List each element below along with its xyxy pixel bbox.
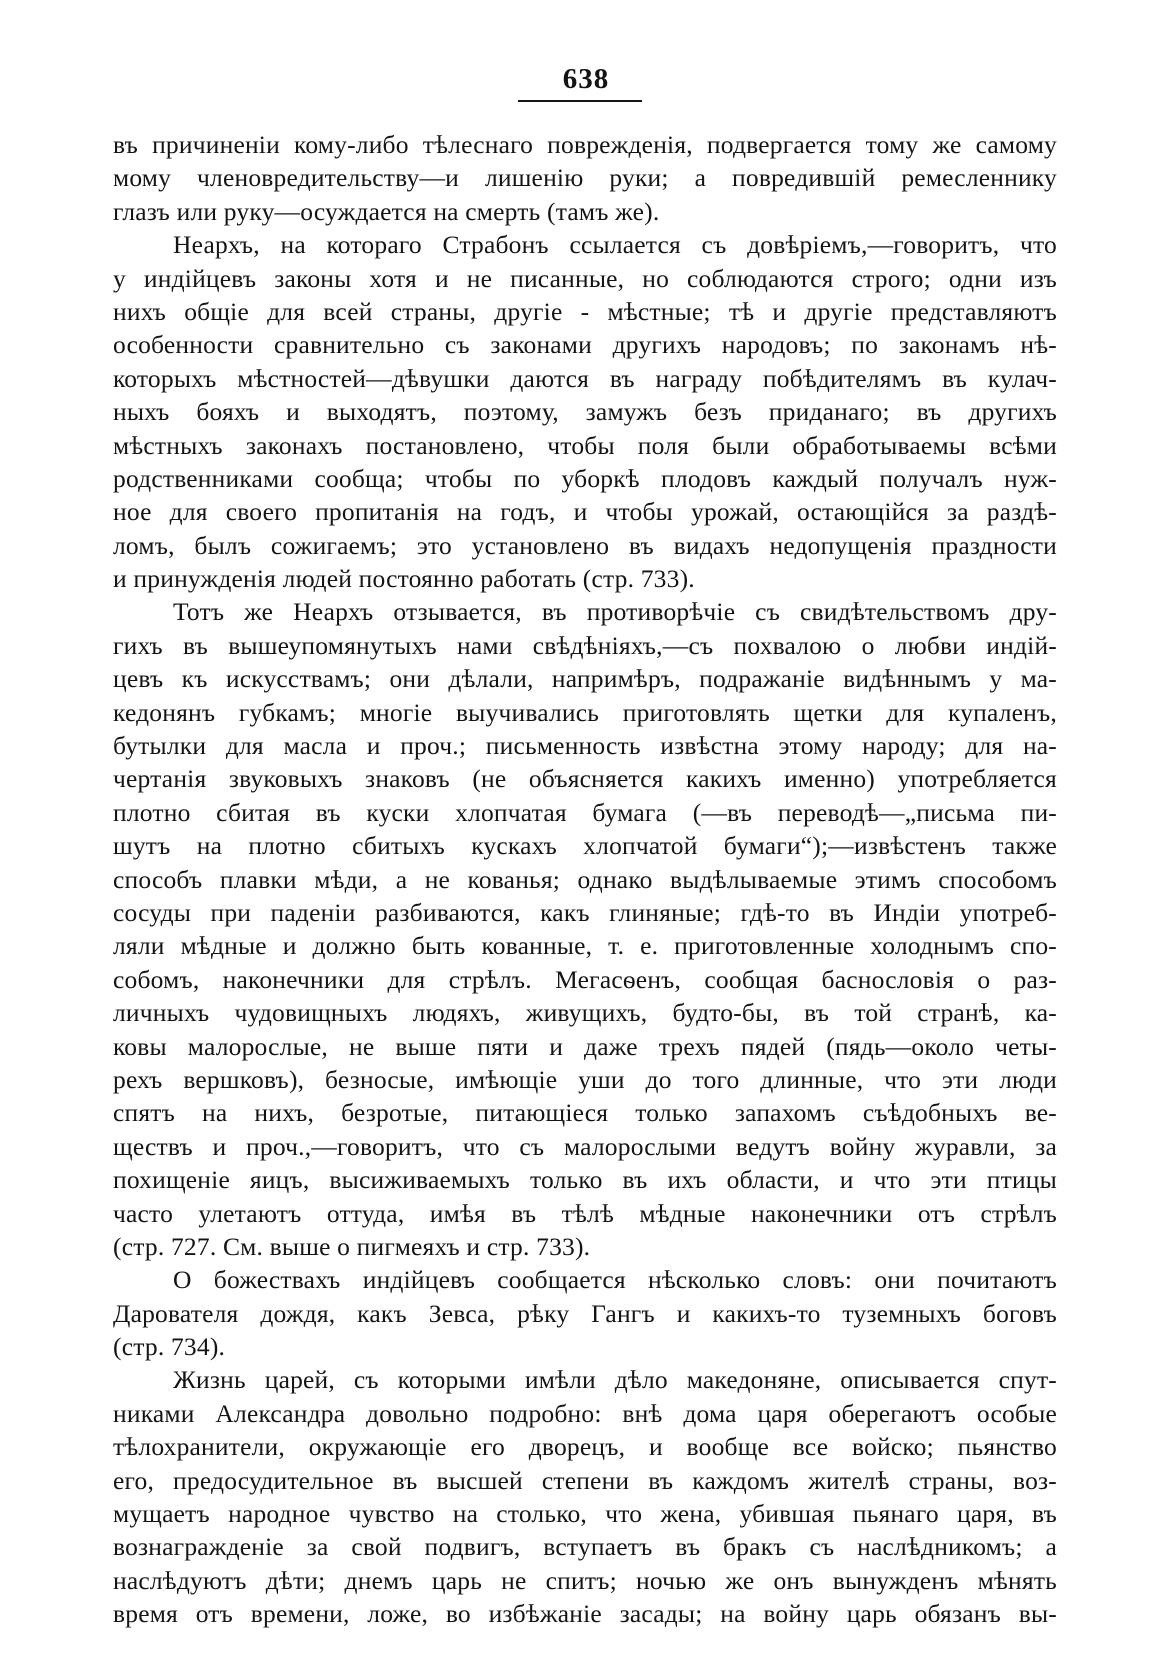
text-line: у индійцевъ законы хотя и не писанные, но соблюдаются строго; одни изъ bbox=[113, 263, 1057, 293]
text-line: мѣстныхъ законахъ постановлено, чтобы поля были обработываемы всѣми bbox=[113, 430, 1057, 460]
text-line: личныхъ чудовищныхъ людяхъ, живущихъ, будто-бы, въ той странѣ, ка- bbox=[113, 998, 1057, 1028]
text-line: цевъ къ искусствамъ; они дѣлали, напримѣръ, подражаніе видѣннымъ у ма- bbox=[113, 664, 1057, 694]
text-line: ное для своего пропитанія на годъ, и чтобы урожай, остающійся за раздѣ- bbox=[113, 497, 1057, 527]
text-line: мущаетъ народное чувство на столько, что жена, убившая пьянаго царя, въ bbox=[113, 1499, 1057, 1529]
text-line: родственниками сообща; чтобы по уборкѣ плодовъ каждый получалъ нуж- bbox=[113, 463, 1057, 493]
text-line: никами Александра довольно подробно: внѣ дома царя оберегаютъ особые bbox=[113, 1398, 1057, 1428]
header-rule bbox=[518, 100, 642, 102]
text-line: (стр. 734). bbox=[113, 1332, 226, 1362]
text-line: тѣлохранители, окружающіе его дворецъ, и вообще все войско; пьянство bbox=[113, 1432, 1057, 1462]
text-line: ществъ и проч.,—говоритъ, что съ малорослыми ведутъ войну журавли, за bbox=[113, 1131, 1057, 1161]
text-line: сосуды при паденіи разбиваются, какъ глиняные; гдѣ-то въ Индіи употреб- bbox=[113, 897, 1057, 927]
text-line: кедонянъ губкамъ; многіе выучивались приготовлять щетки для купаленъ, bbox=[113, 697, 1057, 727]
text-line: Тотъ же Неархъ отзывается, въ противорѣчіе съ свидѣтельствомъ дру- bbox=[173, 597, 1057, 627]
text-line: вознагражденіе за свой подвигъ, вступаетъ въ бракъ съ наслѣдникомъ; а bbox=[113, 1532, 1057, 1562]
text-line: мому членовредительству—и лишенію руки; а повредившій ремесленнику bbox=[113, 163, 1057, 193]
text-line: чертанія звуковыхъ знаковъ (не объясняется какихъ именно) употребляется bbox=[113, 764, 1057, 794]
text-line: ныхъ бояхъ и выходятъ, поэтому, замужъ безъ приданаго; въ другихъ bbox=[113, 397, 1057, 427]
text-line: бутылки для масла и проч.; письменность извѣстна этому народу; для на- bbox=[113, 731, 1057, 761]
text-line: рехъ вершковъ), безносые, имѣющіе уши до того длинные, что эти люди bbox=[113, 1064, 1057, 1094]
text-line: ляли мѣдные и должно быть кованные, т. е. приготовленные холоднымъ спо- bbox=[113, 931, 1057, 961]
text-line: въ причиненіи кому-либо тѣлеснаго поврежденія, подвергается тому же самому bbox=[113, 130, 1057, 159]
page-number: 638 bbox=[562, 63, 610, 95]
text-line: собомъ, наконечники для стрѣлъ. Мегасѳенъ, сообщая баснословія о раз- bbox=[113, 964, 1057, 994]
text-line: способъ плавки мѣди, а не кованья; однако выдѣлываемые этимъ способомъ bbox=[113, 864, 1057, 894]
text-line: шутъ на плотно сбитыхъ кускахъ хлопчатой бумаги“);—извѣстенъ также bbox=[113, 831, 1057, 861]
text-line: Неархъ, на котораго Страбонъ ссылается съ довѣріемъ,—говоритъ, что bbox=[173, 230, 1057, 260]
text-line: и принужденія людей постоянно работать (стр. 733). bbox=[113, 564, 695, 594]
text-line: похищеніе яицъ, высиживаемыхъ только въ ихъ области, и что эти птицы bbox=[113, 1165, 1057, 1195]
text-line: наслѣдуютъ дѣти; днемъ царь не спитъ; ночью же онъ вынужденъ мѣнять bbox=[113, 1565, 1057, 1595]
text-line: глазъ или руку—осуждается на смерть (тамъ же). bbox=[113, 196, 660, 226]
text-line: О божествахъ индійцевъ сообщается нѣсколько словъ: они почитаютъ bbox=[173, 1265, 1057, 1295]
text-line: плотно сбитая въ куски хлопчатая бумага (—въ переводѣ—„письма пи- bbox=[113, 797, 1057, 827]
text-line: ломъ, былъ сожигаемъ; это установлено въ видахъ недопущенія праздности bbox=[113, 530, 1057, 560]
text-line: Дарователя дождя, какъ Зевса, рѣку Гангъ и какихъ-то туземныхъ боговъ bbox=[113, 1298, 1057, 1328]
text-line: нихъ общіе для всей страны, другіе - мѣстные; тѣ и другіе представляютъ bbox=[113, 296, 1057, 326]
text-line: часто улетаютъ оттуда, имѣя въ тѣлѣ мѣдные наконечники отъ стрѣлъ bbox=[113, 1198, 1057, 1228]
text-line: ковы малорослые, не выше пяти и даже трехъ пядей (пядь—около четы- bbox=[113, 1031, 1057, 1061]
text-line: спятъ на нихъ, безротые, питающіеся только запахомъ съѣдобныхъ ве- bbox=[113, 1098, 1057, 1128]
text-line: (стр. 727. См. выше о пигмеяхъ и стр. 733). bbox=[113, 1231, 591, 1261]
text-line: гихъ въ вышеупомянутыхъ нами свѣдѣніяхъ,—съ похвалою о любви индій- bbox=[113, 630, 1057, 660]
text-line: его, предосудительное въ высшей степени въ каждомъ жителѣ страны, воз- bbox=[113, 1465, 1057, 1495]
text-line: Жизнь царей, съ которыми имѣли дѣло македоняне, описывается спут- bbox=[173, 1365, 1057, 1395]
text-line: которыхъ мѣстностей—дѣвушки даются въ награду побѣдителямъ въ кулач- bbox=[113, 363, 1057, 393]
body-text bbox=[113, 128, 1057, 1631]
text-line: время отъ времени, ложе, во избѣжаніе засады; на войну царь обязанъ вы- bbox=[113, 1599, 1057, 1629]
text-line: особенности сравнительно съ законами другихъ народовъ; по законамъ нѣ- bbox=[113, 330, 1057, 360]
